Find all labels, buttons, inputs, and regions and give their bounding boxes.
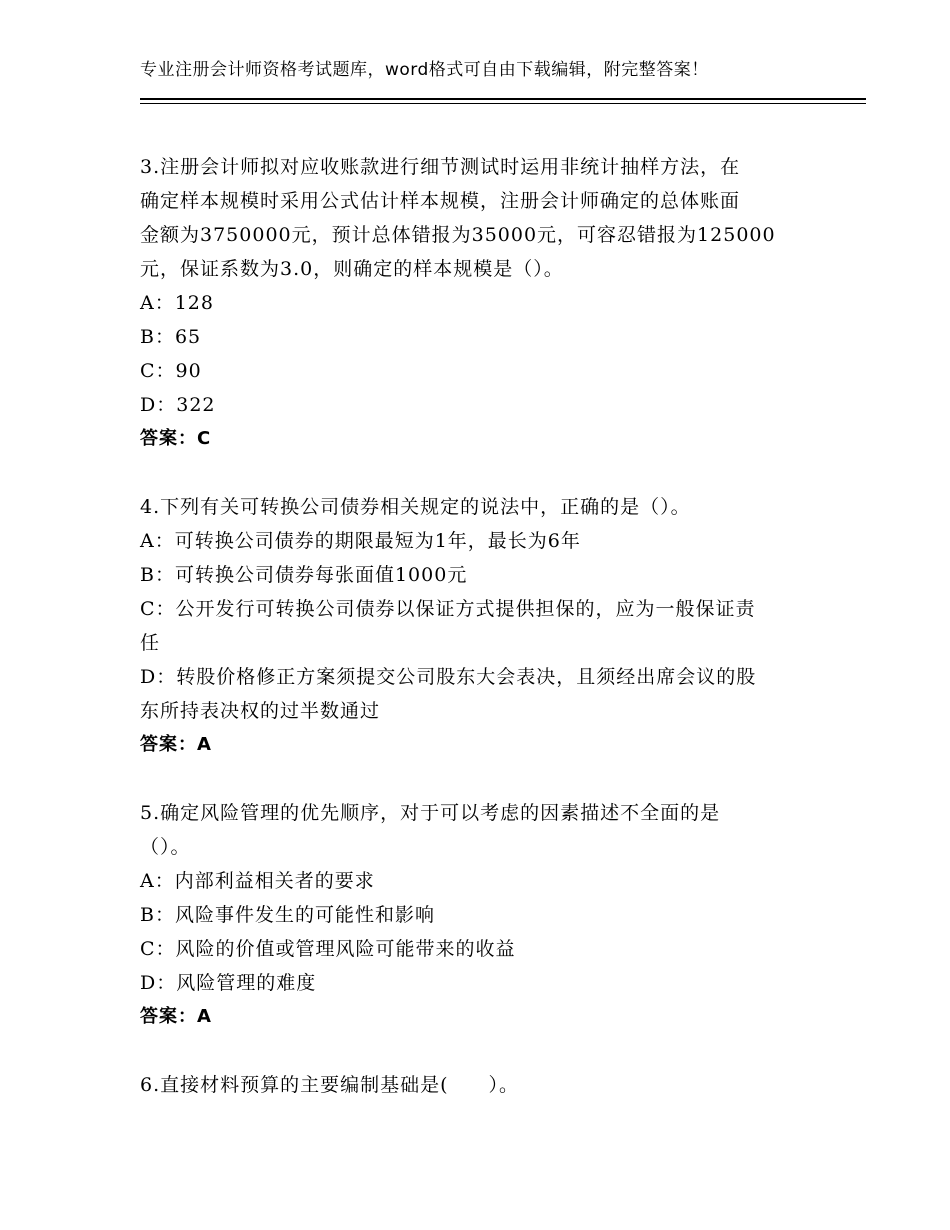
header-rule-thin [140, 103, 866, 104]
option-b: B：风险事件发生的可能性和影响 [140, 904, 435, 926]
option-c-continued: 任 [140, 632, 161, 654]
answer-text: 答案：C [140, 428, 212, 449]
option-d: D：322 [140, 394, 216, 416]
question-line: 5.确定风险管理的优先顺序，对于可以考虑的因素描述不全面的是 [140, 802, 721, 824]
question-line: 确定样本规模时采用公式估计样本规模，注册会计师确定的总体账面 [140, 190, 741, 212]
option-c: C：公开发行可转换公司债券以保证方式提供担保的，应为一般保证责 [140, 598, 756, 620]
question-6 [140, 1068, 820, 1102]
question-line: 6.直接材料预算的主要编制基础是( ）。 [140, 1074, 520, 1096]
option-d: D：风险管理的难度 [140, 972, 317, 994]
question-3 [140, 150, 820, 456]
question-gap [140, 456, 820, 490]
option-b: B：65 [140, 326, 202, 348]
option-a: A：内部利益相关者的要求 [140, 870, 375, 892]
question-5 [140, 796, 820, 1034]
question-4 [140, 490, 820, 762]
option-b: B：可转换公司债券每张面值1000元 [140, 564, 468, 586]
question-list [140, 150, 820, 1102]
question-gap [140, 1034, 820, 1068]
question-line: （）。 [140, 836, 191, 858]
question-line: 元，保证系数为3.0，则确定的样本规模是（）。 [140, 258, 564, 280]
question-line: 3.注册会计师拟对应收账款进行细节测试时运用非统计抽样方法，在 [140, 156, 741, 178]
option-c: C：90 [140, 360, 202, 382]
option-d-continued: 东所持表决权的过半数通过 [140, 700, 381, 722]
option-c: C：风险的价值或管理风险可能带来的收益 [140, 938, 516, 960]
question-line: 金额为3750000元，预计总体错报为35000元，可容忍错报为125000 [140, 224, 776, 246]
option-d: D：转股价格修正方案须提交公司股东大会表决，且须经出席会议的股 [140, 666, 757, 688]
question-line: 4.下列有关可转换公司债券相关规定的说法中，正确的是（）。 [140, 496, 691, 518]
answer-text: 答案：A [140, 734, 212, 755]
header-text: 专业注册会计师资格考试题库，word格式可自由下载编辑，附完整答案！ [140, 60, 709, 80]
answer-text: 答案：A [140, 1006, 212, 1027]
option-a: A：128 [140, 292, 214, 314]
header-rule-thick [140, 98, 866, 100]
question-gap [140, 762, 820, 796]
option-a: A：可转换公司债券的期限最短为1年，最长为6年 [140, 530, 581, 552]
